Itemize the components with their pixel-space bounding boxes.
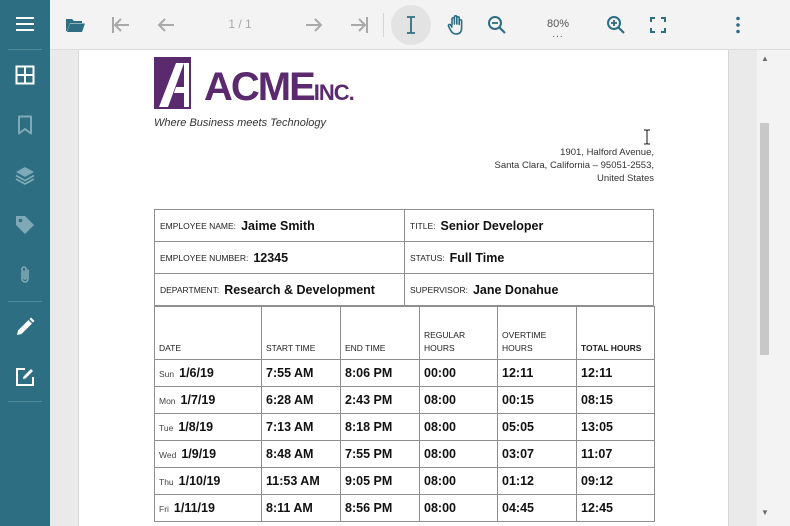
end-time-cell: 8:18 PM (341, 414, 420, 441)
end-time-cell: 2:43 PM (341, 387, 420, 414)
pencil-icon (14, 316, 36, 338)
info-row (155, 274, 653, 306)
regular-hours-cell: 00:00 (420, 360, 498, 387)
table-row (155, 468, 655, 495)
layers-icon (14, 164, 36, 186)
day-label: Mon (159, 396, 176, 406)
overtime-hours-cell: 05:05 (498, 414, 577, 441)
logo-a-icon (154, 57, 191, 109)
timesheet-table (154, 306, 655, 522)
table-header-row (155, 307, 655, 360)
layers-button[interactable] (0, 155, 50, 195)
arrow-left-icon (155, 14, 177, 36)
tag-icon (14, 214, 36, 236)
info-label: DEPARTMENT: (160, 284, 220, 295)
address-line: 1901, Halford Avenue, (560, 147, 654, 158)
info-value: Research & Development (224, 282, 375, 297)
menu-button[interactable] (0, 4, 50, 44)
scroll-down-arrow-icon[interactable]: ▼ (761, 508, 769, 517)
total-hours-cell: 11:07 (577, 441, 655, 468)
end-time-cell: 8:06 PM (341, 360, 420, 387)
sidebar-divider (8, 301, 42, 302)
text-cursor-icon (400, 14, 422, 36)
start-time-cell: 7:55 AM (262, 360, 341, 387)
document-page (78, 50, 729, 526)
fullscreen-icon (647, 14, 669, 36)
sidebar-divider (8, 49, 42, 50)
info-value: Full Time (449, 250, 505, 265)
overtime-hours-cell: 01:12 (498, 468, 577, 495)
next-page-button[interactable] (301, 0, 327, 50)
company-logo (154, 57, 364, 109)
regular-hours-cell: 08:00 (420, 414, 498, 441)
document-viewer[interactable] (50, 50, 757, 526)
bookmarks-button[interactable] (0, 105, 50, 145)
overtime-hours-cell: 12:11 (498, 360, 577, 387)
toolbar (50, 0, 790, 50)
previous-page-button[interactable] (153, 0, 179, 50)
info-value: Senior Developer (440, 218, 544, 233)
status-cell (404, 242, 653, 273)
info-value: 12345 (253, 250, 289, 265)
day-label: Tue (159, 423, 174, 433)
table-row (155, 414, 655, 441)
company-tagline: Where Business meets Technology (154, 117, 327, 129)
regular-hours-cell: 08:00 (420, 495, 498, 522)
employee-info-grid (154, 209, 654, 306)
date-cell (155, 414, 262, 441)
overtime-hours-cell: 04:45 (498, 495, 577, 522)
info-label: STATUS: (410, 252, 445, 263)
attachments-button[interactable] (0, 255, 50, 295)
total-hours-cell: 12:11 (577, 360, 655, 387)
first-page-button[interactable] (108, 0, 134, 50)
date-cell (155, 468, 262, 495)
left-sidebar (0, 0, 50, 526)
start-time-cell: 8:48 AM (262, 441, 341, 468)
column-header: OVERTIME HOURS (498, 307, 577, 360)
info-label: SUPERVISOR: (410, 284, 468, 295)
total-hours-cell: 13:05 (577, 414, 655, 441)
date-cell (155, 360, 262, 387)
start-time-cell: 8:11 AM (262, 495, 341, 522)
department-cell (155, 274, 404, 305)
overtime-hours-cell: 00:15 (498, 387, 577, 414)
fullscreen-button[interactable] (645, 0, 671, 50)
more-options-button[interactable] (725, 0, 751, 50)
logo-wordmark (204, 67, 354, 113)
date-cell (155, 441, 262, 468)
day-label: Sun (159, 369, 175, 379)
info-label: EMPLOYEE NAME: (160, 220, 237, 231)
day-label: Fri (159, 504, 169, 514)
sidebar-divider (8, 401, 42, 402)
date-value: 1/6/19 (179, 366, 214, 380)
date-value: 1/10/19 (178, 474, 221, 488)
employee-name-cell (155, 210, 404, 241)
end-time-cell: 7:55 PM (341, 441, 420, 468)
page-indicator[interactable]: 1 / 1 (228, 17, 252, 31)
overtime-hours-cell: 03:07 (498, 441, 577, 468)
start-time-cell: 7:13 AM (262, 414, 341, 441)
table-row (155, 387, 655, 414)
regular-hours-cell: 08:00 (420, 468, 498, 495)
zoom-in-button[interactable] (603, 0, 629, 50)
last-page-icon (348, 14, 370, 36)
last-page-button[interactable] (346, 0, 372, 50)
table-row (155, 495, 655, 522)
edit-form-icon (14, 366, 36, 388)
zoom-in-icon (605, 14, 627, 36)
text-select-button[interactable] (398, 0, 424, 50)
end-time-cell: 9:05 PM (341, 468, 420, 495)
logo-suffix: INC. (313, 80, 354, 105)
scroll-up-arrow-icon[interactable]: ▲ (761, 54, 769, 63)
info-row (155, 210, 653, 242)
hamburger-icon (14, 13, 36, 35)
start-time-cell: 11:53 AM (262, 468, 341, 495)
title-cell (404, 210, 653, 241)
day-label: Thu (159, 477, 174, 487)
info-label: EMPLOYEE NUMBER: (160, 252, 249, 263)
logo-mark (154, 57, 191, 109)
paperclip-icon (14, 264, 36, 286)
zoom-level[interactable]: 80% (546, 18, 570, 30)
text-cursor-pointer-icon (642, 129, 652, 145)
total-hours-cell: 12:45 (577, 495, 655, 522)
folder-open-icon (64, 14, 86, 36)
vertical-scrollbar[interactable] (757, 50, 790, 526)
more-vertical-icon (727, 14, 749, 36)
column-header: START TIME (262, 307, 341, 360)
thumbnails-button[interactable] (0, 55, 50, 95)
zoom-out-button[interactable] (484, 0, 510, 50)
address-line: Santa Clara, California – 95051-2553, (494, 160, 654, 171)
arrow-right-icon (303, 14, 325, 36)
column-header: REGULAR HOURS (420, 307, 498, 360)
hand-icon (445, 14, 467, 36)
open-button[interactable] (62, 0, 88, 50)
employee-number-cell (155, 242, 404, 273)
supervisor-cell (404, 274, 653, 305)
regular-hours-cell: 08:00 (420, 441, 498, 468)
regular-hours-cell: 08:00 (420, 387, 498, 414)
day-label: Wed (159, 450, 177, 460)
zoom-options[interactable]: ... (552, 29, 564, 40)
bookmark-icon (14, 114, 36, 136)
date-value: 1/11/19 (173, 501, 215, 515)
start-time-cell: 6:28 AM (262, 387, 341, 414)
logo-main: ACME (204, 65, 314, 109)
company-address (459, 146, 654, 185)
info-row (155, 242, 653, 274)
date-cell (155, 387, 262, 414)
end-time-cell: 8:56 PM (341, 495, 420, 522)
date-value: 1/7/19 (180, 393, 216, 407)
table-row (155, 441, 655, 468)
zoom-out-icon (486, 14, 508, 36)
column-header: DATE (155, 307, 262, 360)
table-row (155, 360, 655, 387)
first-page-icon (110, 14, 132, 36)
column-header: END TIME (341, 307, 420, 360)
thumbnails-icon (14, 64, 36, 86)
total-hours-cell: 09:12 (577, 468, 655, 495)
info-label: TITLE: (410, 220, 436, 231)
info-value: Jane Donahue (472, 282, 559, 297)
toolbar-divider (383, 13, 384, 37)
total-hours-cell: 08:15 (577, 387, 655, 414)
date-cell (155, 495, 262, 522)
tags-button[interactable] (0, 205, 50, 245)
scrollbar-thumb[interactable] (760, 123, 769, 355)
column-header: TOTAL HOURS (577, 307, 655, 360)
form-edit-button[interactable] (0, 357, 50, 397)
address-line: United States (596, 173, 654, 184)
date-value: 1/9/19 (181, 447, 217, 461)
pan-button[interactable] (443, 0, 469, 50)
date-value: 1/8/19 (178, 420, 214, 434)
info-value: Jaime Smith (241, 218, 315, 233)
annotate-button[interactable] (0, 307, 50, 347)
